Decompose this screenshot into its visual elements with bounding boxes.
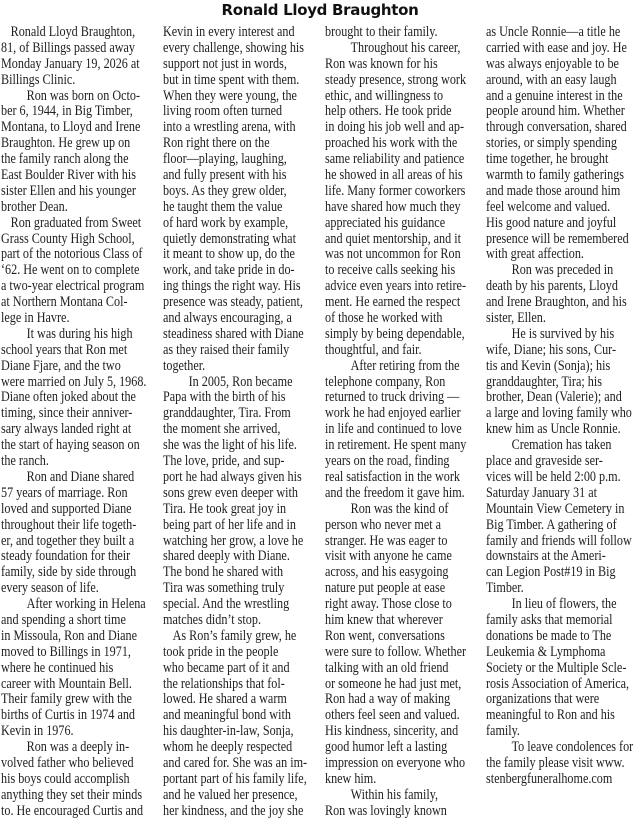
text-line: anything they set their minds [1, 785, 143, 803]
text-line: of those he worked with [325, 309, 443, 327]
text-line: in retirement. He spent many [325, 436, 467, 454]
text-line: Tira was something truly [163, 579, 285, 597]
text-line: real satisfaction in the work [325, 467, 460, 485]
text-line: was not uncommon for Ron [325, 245, 461, 263]
text-line: Ronald Lloyd Braughton, [10, 23, 136, 40]
text-line: warmth to family gatherings [486, 166, 625, 184]
text-line: Ron was preceded in [511, 261, 614, 279]
text-line: In 2005, Ron became [188, 372, 293, 390]
text-line: Ron was the kind of [350, 499, 449, 517]
text-line: in life and continued to love [325, 420, 462, 438]
text-line: good humor left a lasting [325, 738, 448, 756]
text-line: Ron was a deeply in- [26, 738, 130, 756]
text-line: Kevin in every interest and [163, 23, 295, 40]
text-line: and spending a short time [1, 610, 126, 628]
text-line: East Boulder River with his [1, 166, 136, 184]
text-line: family. [486, 722, 520, 740]
text-line: school years that Ron met [1, 340, 128, 358]
text-line: thoughtful, and fair. [325, 340, 422, 358]
text-line: Tira. He took great joy in [163, 499, 287, 517]
text-line: quietly demonstrating what [163, 229, 296, 247]
text-line: death by his parents, Lloyd [486, 277, 618, 295]
text-line: where he continued his [1, 658, 114, 676]
text-line: through conversation, shared [486, 118, 627, 136]
text-line: to. He encouraged Curtis and [1, 801, 144, 819]
text-line: he showed in all areas of his [325, 166, 463, 184]
text-line: The love, pride, and sup- [163, 452, 285, 470]
text-line: place and graveside ser- [486, 452, 603, 470]
text-line: stories, or simply spending [486, 134, 617, 152]
text-line: help others. He took pride [325, 102, 452, 120]
text-line: 81, of Billings passed away [1, 38, 135, 56]
text-line: her kindness, and the joy she [163, 801, 304, 819]
text-line: timing, since their anniver- [1, 404, 133, 422]
text-line: of hard work by example, [163, 213, 289, 231]
text-line: shared deeply with Diane. [163, 547, 290, 565]
text-line: nature put people at ease [325, 579, 446, 597]
text-line: brought to their family. [325, 23, 438, 40]
text-line: the relationships that fol- [163, 674, 285, 692]
text-line: Mountain View Cemetery in [486, 499, 625, 517]
text-line: every season of life. [1, 579, 99, 597]
text-line: she was the light of his life. [163, 436, 297, 454]
text-line: the start of haying season on [1, 436, 140, 454]
text-line: Throughout his career, [350, 38, 461, 56]
text-line: who became part of it and [163, 658, 290, 676]
text-line: work he had enjoyed earlier [325, 404, 461, 422]
text-line: Cremation has taken [511, 436, 612, 454]
text-line: moved to Billings in 1971, [1, 642, 131, 660]
text-line: ber 6, 1944, in Big Timber, [1, 102, 133, 120]
text-line: As Ron’s family grew, he [172, 626, 297, 644]
text-line: returned to truck driving — [325, 388, 460, 406]
text-line: ethic, and willingness to [325, 86, 444, 104]
text-line: ing things the right way. His [163, 277, 301, 295]
text-line: have shared how much they [325, 197, 461, 215]
text-line: but in time spent with them. [163, 70, 300, 88]
text-line: Ron graduated from Sweet [10, 213, 142, 231]
text-line: Kevin in 1976. [1, 722, 74, 740]
text-line: He is survived by his [511, 324, 615, 342]
text-line: presence will be remembered [486, 229, 629, 247]
text-line: donations be made to The [486, 626, 612, 644]
text-line: vices will be held 2:00 p.m. [486, 467, 621, 485]
text-line: years on the road, finding [325, 452, 450, 470]
text-line: Ron and Diane shared [26, 467, 135, 485]
text-line: To leave condolences for [511, 738, 634, 756]
text-line: the family please visit www. [486, 753, 625, 771]
text-line: granddaughter, Tira. From [163, 404, 291, 422]
text-line: telephone company, Ron [325, 372, 446, 390]
text-line: carried with ease and joy. He [486, 38, 627, 56]
text-line: whom he deeply respected [163, 738, 293, 756]
text-line: appreciated his guidance [325, 213, 446, 231]
text-line: can Legion Post#19 in Big [486, 563, 616, 581]
text-line: Ron was born on Octo- [26, 86, 140, 104]
text-line: presence was steady, patient, [163, 293, 303, 311]
text-line: tis and Kevin (Sonja); his [486, 356, 611, 374]
text-line: sons grew even deeper with [163, 483, 298, 501]
text-line: support not just in words, [163, 54, 287, 72]
text-line: Ron had a way of making [325, 690, 451, 708]
text-line: to receive calls seeking his [325, 261, 456, 279]
text-line: every challenge, showing his [163, 38, 305, 56]
text-line: life. Many former coworkers [325, 181, 466, 199]
text-line: It was during his high [26, 324, 133, 342]
text-line: The bond he shared with [163, 563, 284, 581]
text-line: around, with an easy laugh [486, 70, 617, 88]
text-line: ‘62. He went on to complete [1, 261, 140, 279]
text-line: the ranch. [1, 452, 49, 470]
text-line: sister, Ellen. [486, 309, 546, 327]
text-line: a two-year electrical program [1, 277, 145, 295]
text-line: in doing his job well and ap- [325, 118, 465, 136]
text-line: 57 years of marriage. Ron [1, 483, 128, 501]
text-line: and he valued her presence, [163, 785, 298, 803]
text-line: throughout their life togeth- [1, 515, 137, 533]
text-line: lege in Havre. [1, 309, 70, 327]
text-line: wife, Diane; his sons, Cur- [486, 340, 617, 358]
text-line: boys. As they grew older, [163, 181, 287, 199]
text-line: steady foundation for their [1, 547, 131, 565]
text-line: he taught them the value [163, 197, 283, 215]
text-line: and quiet mentorship, and it [325, 229, 461, 247]
text-line: Diane often joked about the [1, 388, 136, 406]
text-line: Big Timber. A gathering of [486, 515, 617, 533]
text-line: and fully present with his [163, 166, 287, 184]
text-line: work, and take pride in do- [163, 261, 295, 279]
text-line: as they raised their family [163, 340, 290, 358]
text-line: part of the notorious Class of [1, 245, 143, 263]
text-line: was always enjoyable to be [486, 54, 619, 72]
text-line: Within his family, [350, 785, 439, 803]
text-line: in Missoula, Ron and Diane [1, 626, 137, 644]
text-line: and made those around him [486, 181, 621, 199]
text-line: his boys could accomplish [1, 769, 130, 787]
text-line: family and friends will follow [486, 531, 632, 549]
text-line: port he had always given his [163, 467, 302, 485]
text-line: were sure to follow. Whether [325, 642, 467, 660]
text-column-2 [163, 24, 319, 819]
text-line: When they were young, the [163, 86, 297, 104]
text-line: as Uncle Ronnie—a title he [486, 23, 621, 40]
text-line: Billings Clinic. [1, 70, 76, 88]
text-line: Ron was lovingly known [325, 801, 447, 819]
text-line: Leukemia & Lymphoma [486, 642, 606, 660]
text-line: brother, Dean (Valerie); and [486, 388, 622, 406]
text-line: person who never met a [325, 515, 442, 533]
text-line: Ron was known for his [325, 54, 438, 72]
text-line: the moment she arrived, [163, 420, 281, 438]
text-line: and meaningful bond with [163, 706, 291, 724]
text-line: people around him. Whether [486, 102, 625, 120]
text-line: Papa with the birth of his [163, 388, 286, 406]
text-line: impression on everyone who [325, 753, 466, 771]
text-line: Grass County High School, [1, 229, 135, 247]
text-line: were married on July 5, 1968. [1, 372, 147, 390]
text-line: Ron right there on the [163, 134, 270, 152]
text-line: knew him as Uncle Ronnie. [486, 420, 621, 438]
text-line: and cared for. She was an im- [163, 753, 308, 771]
text-line: Braughton. He grew up on [1, 134, 131, 152]
text-line: family asks that memorial [486, 610, 613, 628]
text-line: Their family grew with the [1, 690, 132, 708]
text-line: living room often turned [163, 102, 283, 120]
text-line: feel welcome and valued. [486, 197, 611, 215]
text-line: at Northern Montana Col- [1, 293, 128, 311]
text-line: same reliability and patience [325, 150, 465, 168]
text-line: steady presence, strong work [325, 70, 467, 88]
text-line: Society or the Multiple Scle- [486, 658, 627, 676]
text-line: right away. Those close to [325, 595, 452, 613]
text-line: the family ranch along the [1, 150, 129, 168]
text-line: simply by being dependable, [325, 324, 465, 342]
text-line: family, side by side through [1, 563, 137, 581]
text-line: His good nature and joyful [486, 213, 617, 231]
text-line: loved and supported Diane [1, 499, 132, 517]
text-line: or someone he had just met, [325, 674, 462, 692]
text-line: others feel seen and valued. [325, 706, 460, 724]
text-line: Montana, to Lloyd and Irene [1, 118, 141, 136]
text-line: portant part of his family life, [163, 769, 307, 787]
text-line: lowed. He shared a warm [163, 690, 287, 708]
text-line: In lieu of flowers, the [511, 595, 617, 613]
text-line: Saturday January 31 at [486, 483, 598, 501]
text-line: ment. He earned the respect [325, 293, 461, 311]
text-line: Ron went, conversations [325, 626, 445, 644]
text-line: it meant to show up, do the [163, 245, 295, 263]
text-line: special. And the wrestling [163, 595, 290, 613]
text-line: into a wrestling arena, with [163, 118, 296, 136]
text-line: together. [163, 356, 206, 374]
text-line: proached his work with the [325, 134, 458, 152]
text-line: him knew that wherever [325, 610, 443, 628]
text-line: a large and loving family who [486, 404, 632, 422]
text-line: across, and his easygoing [325, 563, 449, 581]
text-line: rosis Association of America, [486, 674, 630, 692]
text-line: and always encouraging, a [163, 309, 292, 327]
text-line: births of Curtis in 1974 and [1, 706, 135, 724]
text-line: advice even years into retire- [325, 277, 467, 295]
text-line: being part of her life and in [163, 515, 296, 533]
text-line: organizations that were [486, 690, 600, 708]
text-line: knew him. [325, 769, 377, 787]
text-line: time together, he brought [486, 150, 609, 168]
text-line: Timber. [486, 579, 524, 597]
text-line: brother Dean. [1, 197, 68, 215]
text-line: floor—playing, laughing, [163, 150, 287, 168]
text-line: er, and together they built a [1, 531, 135, 549]
text-line: sister Ellen and his younger [1, 181, 136, 199]
text-line: Diane Fjare, and the two [1, 356, 121, 374]
text-line: career with Mountain Bell. [1, 674, 132, 692]
text-line: matches didn’t stop. [163, 610, 261, 628]
text-line: granddaughter, Tira; his [486, 372, 602, 390]
text-line: meaningful to Ron and his [486, 706, 615, 724]
text-line: Monday January 19, 2026 at [1, 54, 140, 72]
text-line: downstairs at the Ameri- [486, 547, 606, 565]
text-line: visit with anyone he came [325, 547, 452, 565]
text-line: took pride in the people [163, 642, 279, 660]
text-column-3 [325, 24, 481, 819]
text-column-1 [1, 24, 157, 819]
text-line: sary always landed right at [1, 420, 132, 438]
text-line: talking with an old friend [325, 658, 449, 676]
text-line: his daughter-in-law, Sonja, [163, 722, 294, 740]
text-line: watching her grow, a love he [163, 531, 304, 549]
obituary-title: Ronald Lloyd Braughton [221, 1, 419, 19]
text-line: with great affection. [486, 245, 584, 263]
text-line: After working in Helena [26, 595, 146, 613]
text-line: His kindness, sincerity, and [325, 722, 459, 740]
text-line: stenbergfuneralhome.com [486, 769, 613, 787]
text-line: and Irene Braughton, and his [486, 293, 627, 311]
text-line: steadiness shared with Diane [163, 324, 304, 342]
text-line: volved father who believed [1, 753, 134, 771]
text-line: After retiring from the [350, 356, 460, 374]
text-line: and the freedom it gave him. [325, 483, 465, 501]
text-line: and a genuine interest in the [486, 86, 623, 104]
text-column-4 [486, 24, 640, 787]
text-line: stranger. He was eager to [325, 531, 448, 549]
